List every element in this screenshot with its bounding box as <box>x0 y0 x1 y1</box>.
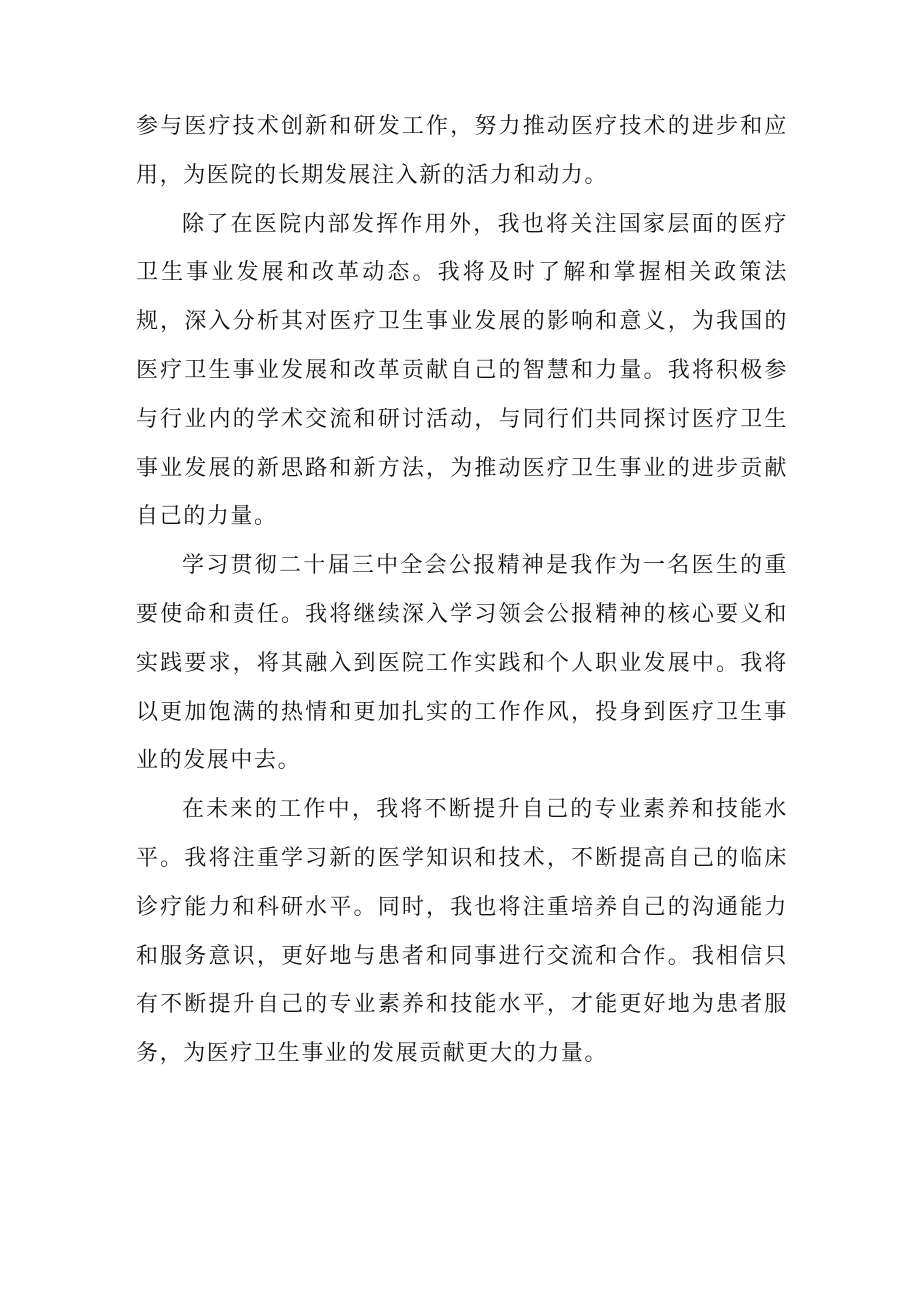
document-body <box>136 103 788 1079</box>
paragraph-3: 学习贯彻二十届三中全会公报精神是我作为一名医生的重要使命和责任。我将继续深入学习领会公报精神的核心要义和实践要求，将其融入到医院工作实践和个人职业发展中。我将以更加饱满的热情和更加扎实的工作作风，投身到医疗卫生事业的发展中去。 <box>136 553 788 774</box>
paragraph-2: 除了在医院内部发挥作用外，我也将关注国家层面的医疗卫生事业发展和改革动态。我将及时了解和掌握相关政策法规，深入分析其对医疗卫生事业发展的影响和意义，为我国的医疗卫生事业发展和改革贡献自己的智慧和力量。我将积极参与行业内的学术交流和研讨活动，与同行们共同探讨医疗卫生事业发展的新思路和新方法，为推动医疗卫生事业的进步贡献自己的力量。 <box>136 211 788 530</box>
paragraph-1: 参与医疗技术创新和研发工作，努力推动医疗技术的进步和应用，为医院的长期发展注入新的活力和动力。 <box>136 114 788 188</box>
paragraph-4: 在未来的工作中，我将不断提升自己的专业素养和技能水平。我将注重学习新的医学知识和技术，不断提高自己的临床诊疗能力和科研水平。同时，我也将注重培养自己的沟通能力和服务意识，更好地与患者和同事进行交流和合作。我相信只有不断提升自己的专业素养和技能水平，才能更好地为患者服务，为医疗卫生事业的发展贡献更大的力量。 <box>136 797 788 1067</box>
